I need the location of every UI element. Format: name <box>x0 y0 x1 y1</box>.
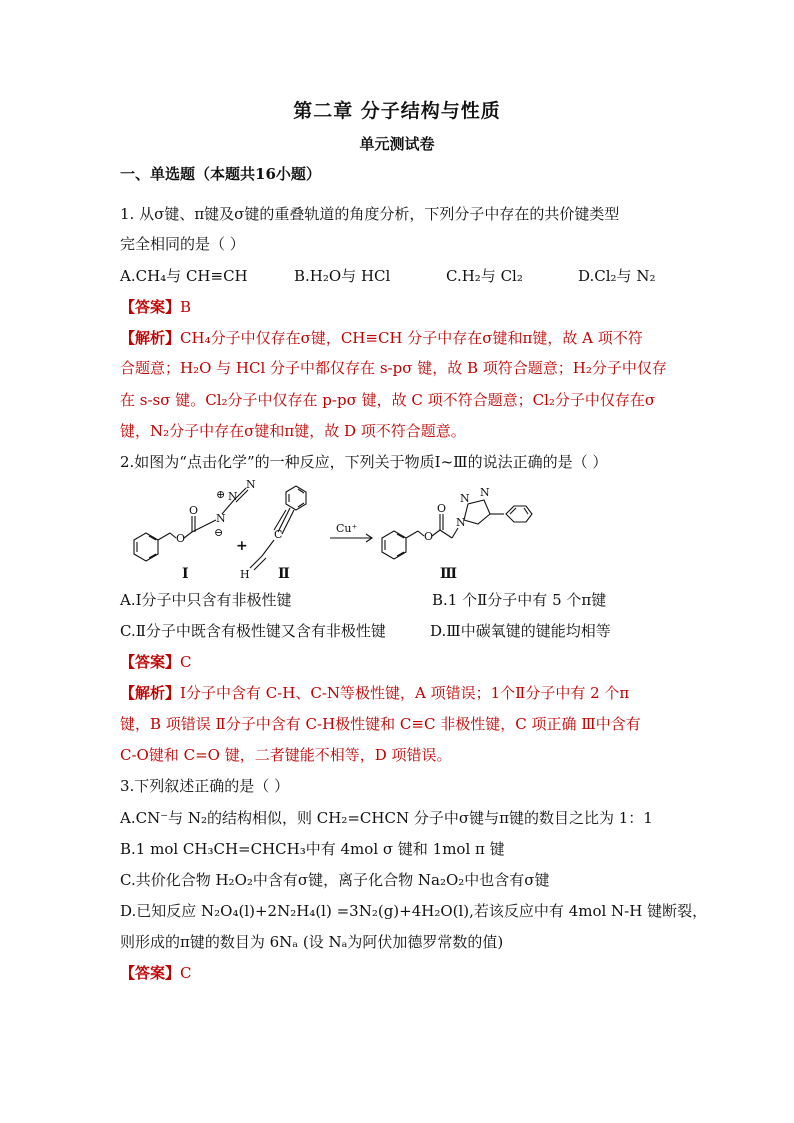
q1-answer-value: B <box>180 298 192 316</box>
compound-label-3: Ⅲ <box>440 566 458 582</box>
page-title: 第二章 分子结构与性质 <box>293 100 501 122</box>
q1-option-a: A.CH₄与 CH≡CH <box>120 267 248 285</box>
atom-c-1: C <box>274 528 283 541</box>
q2-option-b: B.1 个Ⅱ分子中有 5 个π键 <box>432 591 607 609</box>
q2-option-a: A.Ⅰ分子中只含有非极性键 <box>120 591 292 609</box>
page-subtitle: 单元测试卷 <box>359 135 435 153</box>
section-heading: 一、单选题（本题共16小题） <box>120 165 321 183</box>
atom-n-3: N <box>246 478 256 491</box>
q3-option-b: B.1 mol CH₃CH=CHCH₃中有 4mol σ 键和 1mol π 键 <box>120 840 505 858</box>
atom-n-5: N <box>460 492 470 505</box>
atom-o-3: O <box>424 530 434 543</box>
atom-o-2: O <box>189 504 199 517</box>
q1-analysis-line-4: 键，N₂分子中存在σ键和π键，故 D 项不符合题意。 <box>120 422 466 440</box>
q3-option-d-line-2: 则形成的π键的数目为 6Nₐ (设 Nₐ为阿伏加德罗常数的值) <box>120 933 504 951</box>
q2-analysis-text-1: Ⅰ分子中含有 C-H、C-N等极性键，A 项错误；1个Ⅱ分子中有 2 个π <box>180 684 630 702</box>
q2-answer <box>120 652 192 672</box>
q1-option-d: D.Cl₂与 N₂ <box>578 267 656 285</box>
benzene-ring-4 <box>506 506 532 522</box>
q1-option-b: B.H₂O与 HCl <box>294 267 391 285</box>
charge-minus: ⊖ <box>214 526 224 539</box>
atom-n-6: N <box>480 486 490 499</box>
q2-answer-value: C <box>180 653 192 671</box>
analysis-tag: 【解析】 <box>120 329 181 347</box>
q3-answer <box>120 963 192 983</box>
atom-o-4: O <box>437 502 447 515</box>
answer-tag: 【答案】 <box>120 964 181 982</box>
catalyst-label: Cu⁺ <box>336 522 358 535</box>
q3-option-c: C.共价化合物 H₂O₂中含有σ键，离子化合物 Na₂O₂中也含有σ键 <box>120 871 550 889</box>
plus-sign: + <box>236 538 248 554</box>
compound-label-1: Ⅰ <box>182 566 189 582</box>
q1-analysis-text-1: CH₄分子中仅存在σ键，CH≡CH 分子中存在σ键和π键，故 A 项不符 <box>180 329 643 347</box>
q2-analysis-line-2: 键，B 项错误 Ⅱ分子中含有 C-H极性键和 C≡C 非极性键，C 项正确 Ⅲ中含有 <box>120 715 641 733</box>
analysis-tag: 【解析】 <box>120 684 181 702</box>
reaction-scheme-figure <box>118 478 638 586</box>
q2-option-d: D.Ⅲ中碳氧键的键能均相等 <box>430 622 611 640</box>
atom-n-2: N <box>228 490 238 503</box>
answer-tag: 【答案】 <box>120 653 181 671</box>
atom-h: H <box>240 568 250 581</box>
q1-stem-line-2: 完全相同的是（ ） <box>120 235 245 253</box>
q2-analysis-line-3: C-O键和 C=O 键，二者键能不相等，D 项错误。 <box>120 746 452 764</box>
q2-option-c: C.Ⅱ分子中既含有极性键又含有非极性键 <box>120 622 386 640</box>
q3-option-a: A.CN⁻与 N₂的结构相似，则 CH₂=CHCN 分子中σ键与π键的数目之比为 1：1 <box>120 809 653 827</box>
atom-n-1: N <box>216 512 226 525</box>
q1-answer <box>120 297 191 317</box>
charge-plus: ⊕ <box>216 488 226 501</box>
q3-option-d-line-1: D.已知反应 N₂O₄(l)+2N₂H₄(l) =3N₂(g)+4H₂O(l),若该反应中有 4mol N-H 键断裂， <box>120 902 708 920</box>
q1-analysis-line-3: 在 s-sσ 键。Cl₂分子中仅存在 p-pσ 键，故 C 项不符合题意；Cl₂分子中仅存在σ <box>120 391 656 409</box>
q1-option-c: C.H₂与 Cl₂ <box>446 267 523 285</box>
q3-answer-value: C <box>180 964 192 982</box>
answer-tag: 【答案】 <box>120 298 181 316</box>
q2-analysis-line-1 <box>120 683 629 703</box>
atom-o-1: O <box>176 532 186 545</box>
benzene-ring-1 <box>134 533 158 561</box>
q2-stem: 2.如图为“点击化学”的一种反应，下列关于物质Ⅰ~Ⅲ的说法正确的是（ ） <box>120 453 608 471</box>
q1-stem-line-1: 1. 从σ键、π键及σ键的重叠轨道的角度分析，下列分子中存在的共价键类型 <box>120 205 620 223</box>
q1-analysis-line-1 <box>120 328 643 348</box>
q1-analysis-line-2: 合题意；H₂O 与 HCl 分子中都仅存在 s-pσ 键，故 B 项符合题意；H₂分子中仅存 <box>120 359 667 377</box>
atom-n-4: N <box>456 516 466 529</box>
compound-label-2: Ⅱ <box>278 566 290 582</box>
benzene-ring-3 <box>382 531 406 559</box>
q3-stem: 3.下列叙述正确的是（ ） <box>120 777 290 795</box>
